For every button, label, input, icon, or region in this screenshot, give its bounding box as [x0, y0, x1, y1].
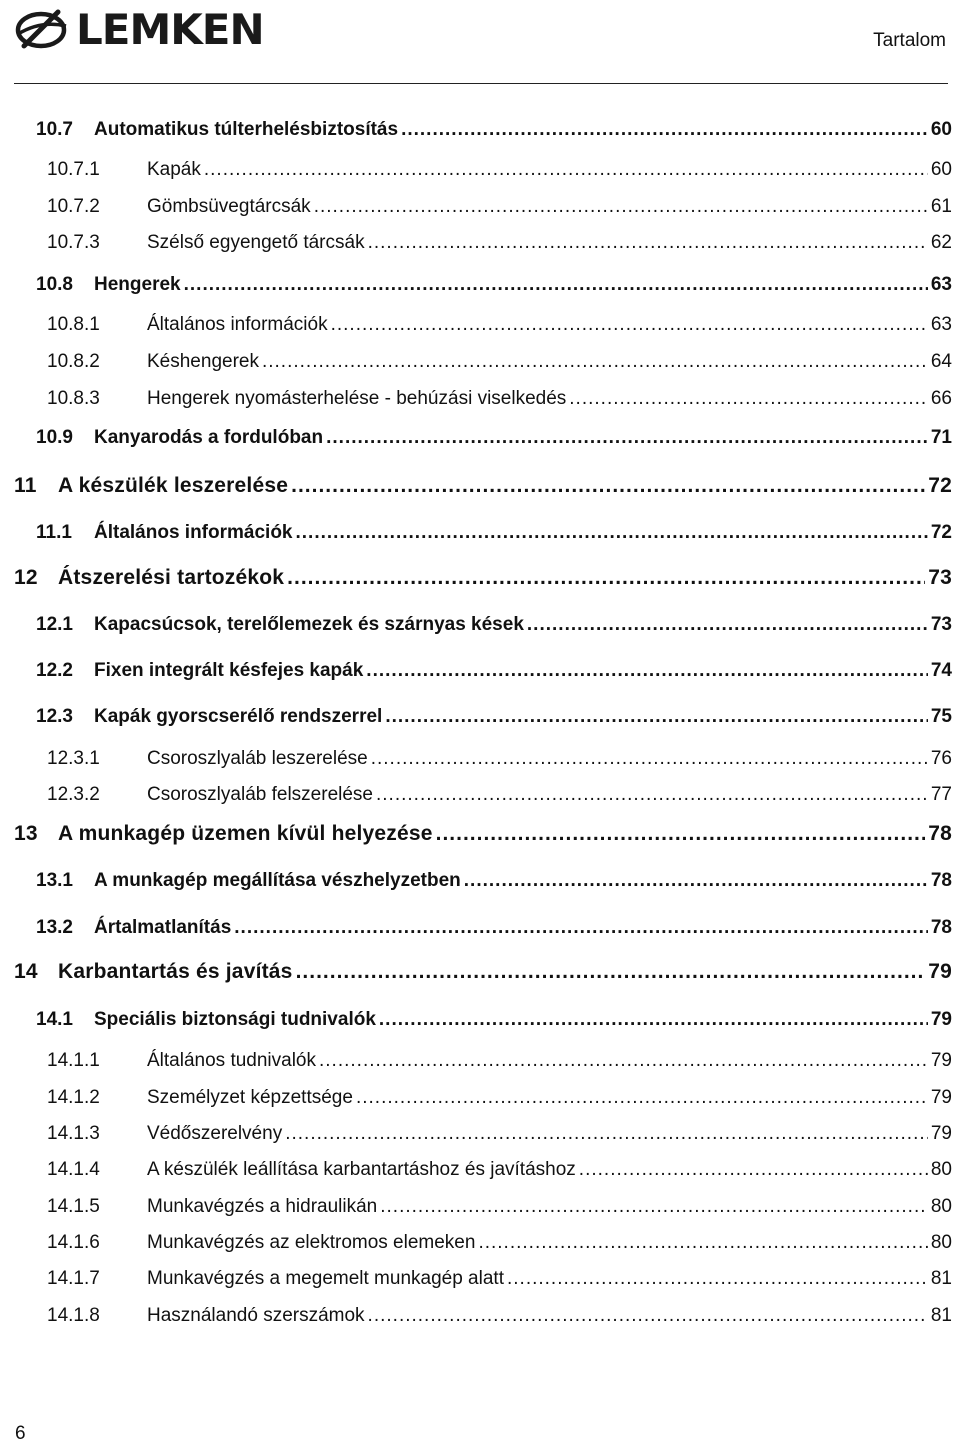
toc-entry-number: 14.1.4 — [47, 1159, 100, 1180]
toc-entry-title: Kapák — [147, 159, 201, 180]
toc-entry-number: 14.1.6 — [47, 1232, 100, 1253]
toc-entry-title: Automatikus túlterhelésbiztosítás — [94, 119, 399, 140]
toc-entry-title: Hengerek nyomásterhelése - behúzási viselkedés — [147, 388, 567, 409]
toc-entry-title: Használandó szerszámok — [147, 1305, 365, 1326]
toc-entry-title: Általános információk — [147, 314, 328, 335]
toc-entry-number: 10.9 — [36, 427, 73, 448]
toc-entry-title: Munkavégzés a hidraulikán — [147, 1196, 378, 1217]
toc-entry-number: 10.7 — [36, 119, 73, 140]
toc-dot-leader — [478, 1232, 927, 1254]
toc-entry-number: 10.7.2 — [47, 196, 100, 217]
toc-entry[interactable] — [47, 1050, 952, 1072]
toc-entry-title: Személyzet képzettsége — [147, 1087, 353, 1108]
toc-entry-number: 13.1 — [36, 870, 73, 891]
toc-entry-page: 73 — [930, 614, 952, 635]
toc-entry-title: A munkagép megállítása vészhelyzetben — [94, 870, 461, 891]
toc-entry-title: Munkavégzés az elektromos elemeken — [147, 1232, 476, 1253]
toc-entry[interactable] — [36, 1009, 952, 1031]
toc-entry-page: 78 — [930, 917, 952, 938]
toc-entry-page: 64 — [930, 351, 952, 372]
page-number: 6 — [15, 1423, 26, 1444]
toc-entry-page: 60 — [930, 119, 952, 140]
toc-entry-number: 14.1.2 — [47, 1087, 100, 1108]
page-header — [0, 0, 960, 85]
toc-entry[interactable] — [47, 1159, 952, 1181]
toc-entry-page: 61 — [930, 196, 952, 217]
toc-entry[interactable] — [36, 660, 952, 682]
toc-entry-title: Ártalmatlanítás — [94, 917, 232, 938]
toc-entry-title: Szélső egyengető tárcsák — [147, 232, 365, 253]
toc-dot-leader — [326, 427, 928, 449]
toc-entry-page: 79 — [930, 1009, 952, 1030]
toc-entry-page: 72 — [928, 474, 952, 497]
toc-entry[interactable] — [14, 960, 952, 984]
toc-entry-number: 14.1 — [36, 1009, 73, 1030]
toc-entry-page: 79 — [930, 1050, 952, 1071]
toc-dot-leader — [385, 706, 928, 728]
toc-entry-number: 10.7.3 — [47, 232, 100, 253]
toc-entry[interactable] — [47, 1268, 952, 1290]
toc-dot-leader — [368, 232, 928, 254]
toc-entry-title: A készülék leszerelése — [58, 474, 289, 497]
toc-dot-leader — [287, 566, 925, 590]
toc-entry-title: Átszerelési tartozékok — [58, 566, 285, 589]
toc-entry-number: 12.2 — [36, 660, 73, 681]
toc-entry-title: Speciális biztonsági tudnivalók — [94, 1009, 376, 1030]
toc-entry-page: 79 — [930, 1123, 952, 1144]
toc-entry[interactable] — [47, 1196, 952, 1218]
toc-entry[interactable] — [14, 474, 952, 498]
toc-entry-page: 78 — [928, 822, 952, 845]
toc-entry-number: 12.3 — [36, 706, 73, 727]
toc-entry[interactable] — [47, 1232, 952, 1254]
toc-entry-number: 10.8.1 — [47, 314, 100, 335]
toc-dot-leader — [569, 388, 928, 410]
toc-entry-number: 11 — [14, 474, 37, 497]
toc-dot-leader — [376, 784, 928, 806]
toc-dot-leader — [296, 522, 928, 544]
toc-dot-leader — [507, 1268, 928, 1290]
toc-entry[interactable] — [47, 748, 952, 770]
logo-wordmark: LEMKEN — [76, 5, 264, 54]
toc-dot-leader — [234, 917, 928, 939]
toc-entry-page: 73 — [928, 566, 952, 589]
toc-entry[interactable] — [47, 784, 952, 806]
toc-entry-number: 14.1.1 — [47, 1050, 100, 1071]
toc-entry-number: 10.8.2 — [47, 351, 100, 372]
toc-dot-leader — [371, 748, 928, 770]
toc-entry[interactable] — [36, 119, 952, 141]
toc-entry-title: A munkagép üzemen kívül helyezése — [58, 822, 433, 845]
toc-entry-number: 10.8.3 — [47, 388, 100, 409]
toc-dot-leader — [356, 1087, 928, 1109]
toc-dot-leader — [379, 1009, 928, 1031]
toc-entry-page: 78 — [930, 870, 952, 891]
toc-entry-number: 14.1.7 — [47, 1268, 100, 1289]
toc-entry-title: Kapák gyorscserélő rendszerrel — [94, 706, 383, 727]
toc-entry-title: Általános információk — [94, 522, 293, 543]
toc-entry[interactable] — [14, 822, 952, 846]
lemken-logo-icon — [14, 4, 72, 56]
toc-entry-number: 12 — [14, 566, 38, 589]
toc-entry[interactable] — [47, 1087, 952, 1109]
toc-entry[interactable] — [47, 388, 952, 410]
toc-entry-page: 81 — [930, 1305, 952, 1326]
toc-entry-number: 10.8 — [36, 274, 73, 295]
toc-entry[interactable] — [36, 706, 952, 728]
toc-entry-number: 13 — [14, 822, 38, 845]
toc-entry[interactable] — [36, 427, 952, 449]
toc-dot-leader — [296, 960, 926, 984]
toc-entry[interactable] — [47, 1123, 952, 1145]
toc-entry-number: 12.1 — [36, 614, 73, 635]
toc-entry-page: 72 — [930, 522, 952, 543]
toc-dot-leader — [319, 1050, 928, 1072]
toc-entry-number: 10.7.1 — [47, 159, 100, 180]
toc-entry-number: 14.1.5 — [47, 1196, 100, 1217]
toc-dot-leader — [262, 351, 928, 373]
toc-entry-title: Kapacsúcsok, terelőlemezek és szárnyas kések — [94, 614, 524, 635]
toc-entry-title: Általános tudnivalók — [147, 1050, 316, 1071]
toc-entry[interactable] — [47, 159, 952, 181]
toc-dot-leader — [184, 274, 928, 296]
toc-entry-page: 80 — [930, 1196, 952, 1217]
toc-entry-title: Munkavégzés a megemelt munkagép alatt — [147, 1268, 504, 1289]
toc-entry-page: 63 — [930, 274, 952, 295]
toc-entry-page: 76 — [930, 748, 952, 769]
toc-entry-page: 79 — [930, 1087, 952, 1108]
toc-entry-page: 60 — [930, 159, 952, 180]
toc-entry-number: 12.3.2 — [47, 784, 100, 805]
toc-entry-number: 14.1.3 — [47, 1123, 100, 1144]
toc-dot-leader — [401, 119, 928, 141]
toc-dot-leader — [285, 1123, 928, 1145]
toc-dot-leader — [331, 314, 928, 336]
toc-entry[interactable] — [14, 566, 952, 590]
toc-dot-leader — [366, 660, 928, 682]
toc-dot-leader — [436, 822, 926, 846]
toc-entry-page: 81 — [930, 1268, 952, 1289]
toc-entry-title: A készülék leállítása karbantartáshoz és javításhoz — [147, 1159, 576, 1180]
section-title: Tartalom — [873, 30, 946, 51]
toc-entry[interactable] — [36, 614, 952, 636]
toc-entry-page: 62 — [930, 232, 952, 253]
toc-entry-page: 71 — [930, 427, 952, 448]
toc-dot-leader — [464, 870, 928, 892]
toc-entry-page: 66 — [930, 388, 952, 409]
header-divider — [14, 83, 948, 84]
toc-entry-title: Gömbsüvegtárcsák — [147, 196, 311, 217]
toc-entry-page: 63 — [930, 314, 952, 335]
toc-dot-leader — [380, 1196, 928, 1218]
toc-entry-title: Hengerek — [94, 274, 181, 295]
toc-entry-title: Késhengerek — [147, 351, 259, 372]
toc-dot-leader — [204, 159, 928, 181]
toc-entry[interactable] — [47, 314, 952, 336]
toc-entry-page: 77 — [930, 784, 952, 805]
toc-entry[interactable] — [47, 1305, 952, 1327]
toc-entry[interactable] — [47, 196, 952, 218]
toc-entry[interactable] — [36, 274, 952, 296]
toc-entry-number: 14 — [14, 960, 38, 983]
toc-entry-page: 74 — [930, 660, 952, 681]
toc-entry[interactable] — [36, 522, 952, 544]
toc-entry-title: Kanyarodás a fordulóban — [94, 427, 324, 448]
toc-entry-page: 75 — [930, 706, 952, 727]
toc-dot-leader — [291, 474, 925, 498]
toc-entry[interactable] — [36, 870, 952, 892]
toc-entry[interactable] — [36, 917, 952, 939]
toc-entry-title: Védőszerelvény — [147, 1123, 283, 1144]
toc-entry-title: Fixen integrált késfejes kapák — [94, 660, 364, 681]
toc-entry-title: Csoroszlyaláb leszerelése — [147, 748, 368, 769]
toc-entry-number: 13.2 — [36, 917, 73, 938]
toc-entry-page: 80 — [930, 1232, 952, 1253]
toc-entry-number: 12.3.1 — [47, 748, 100, 769]
toc-dot-leader — [579, 1159, 928, 1181]
toc-entry-page: 79 — [928, 960, 952, 983]
toc-entry-number: 11.1 — [36, 522, 72, 543]
toc-dot-leader — [314, 196, 928, 218]
brand-logo — [14, 4, 264, 56]
toc-dot-leader — [527, 614, 928, 636]
toc-entry-number: 14.1.8 — [47, 1305, 100, 1326]
toc-entry[interactable] — [47, 351, 952, 373]
toc-entry[interactable] — [47, 232, 952, 254]
toc-entry-page: 80 — [930, 1159, 952, 1180]
toc-entry-title: Csoroszlyaláb felszerelése — [147, 784, 373, 805]
toc-entry-title: Karbantartás és javítás — [58, 960, 293, 983]
toc-dot-leader — [368, 1305, 928, 1327]
